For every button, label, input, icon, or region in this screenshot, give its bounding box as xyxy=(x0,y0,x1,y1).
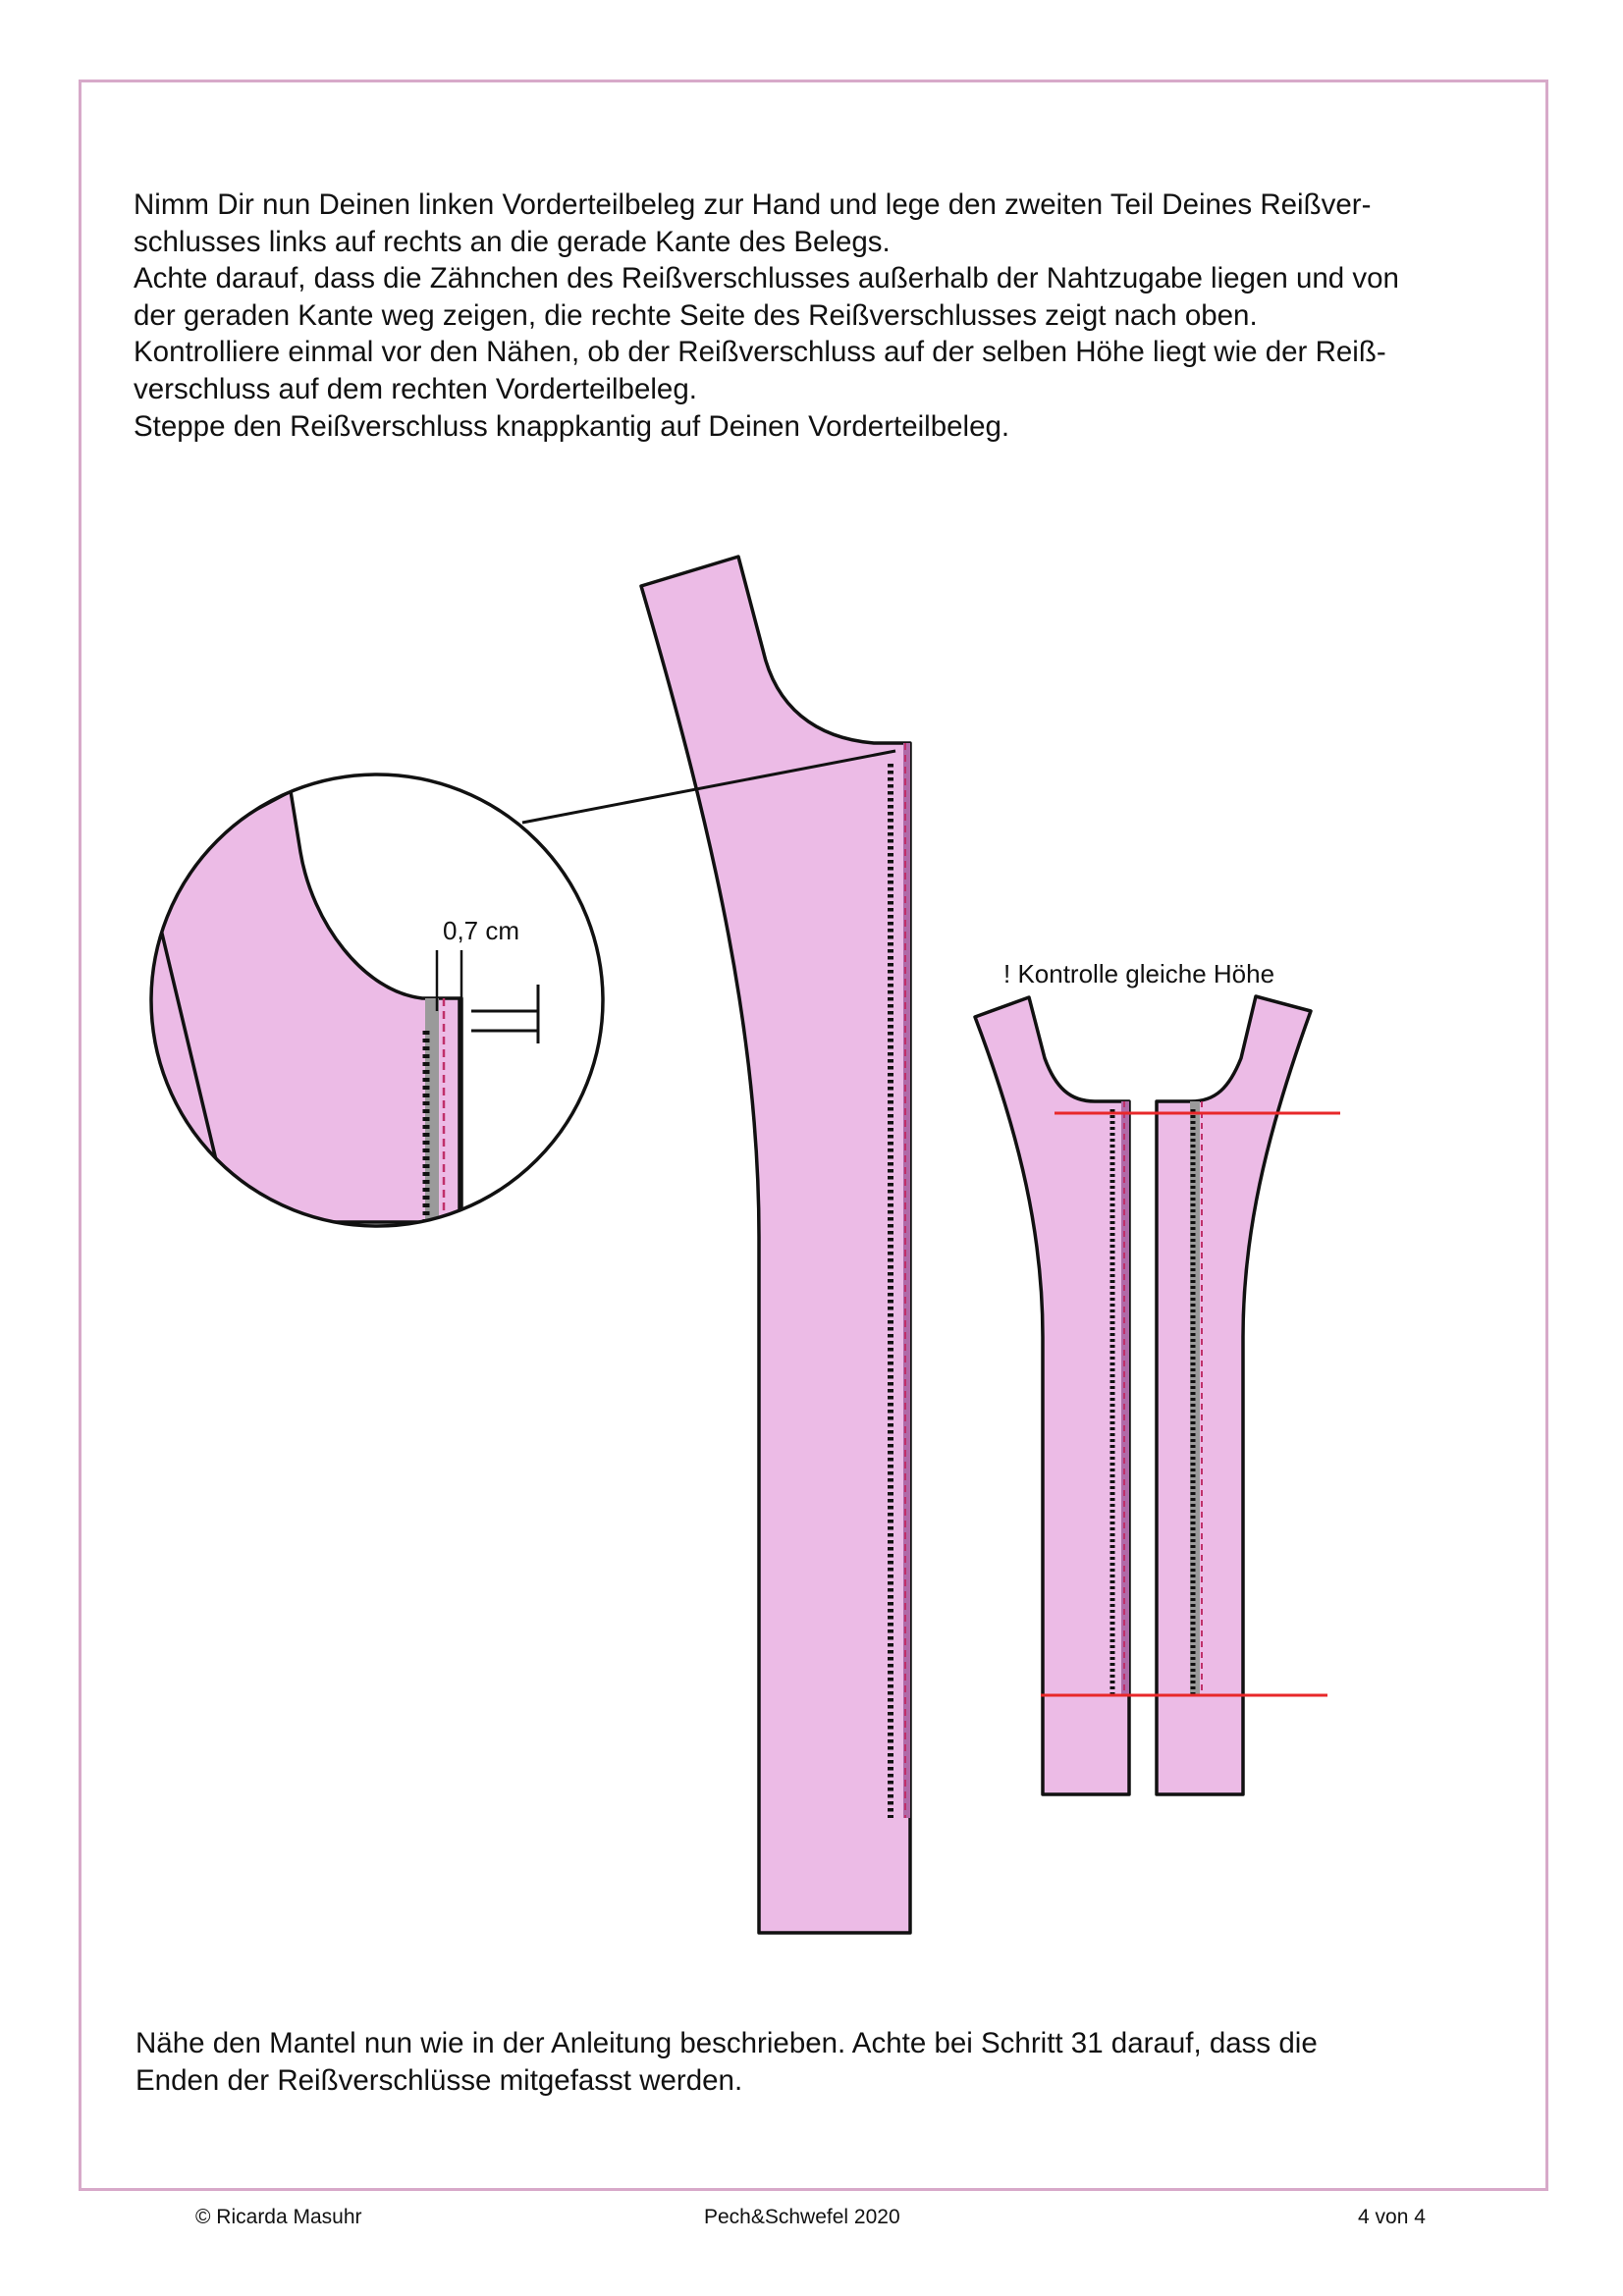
left-small-piece xyxy=(975,997,1129,1794)
footer-brand: Pech&Schwefel 2020 xyxy=(704,2206,900,2228)
right-small-piece xyxy=(1157,996,1311,1794)
closing-line: Enden der Reißverschlüsse mitgefasst werden. xyxy=(135,2063,743,2097)
instruction-line: Nimm Dir nun Deinen linken Vorderteilbeleg zur Hand und lege den zweiten Teil Deines Reißver- xyxy=(134,188,1372,221)
instruction-line: Achte darauf, dass die Zähnchen des Reißverschlusses außerhalb der Nahtzugabe liegen und von xyxy=(134,262,1399,295)
check-label: ! Kontrolle gleiche Höhe xyxy=(1003,959,1275,988)
detail-magnifier xyxy=(118,774,603,1226)
instruction-line: verschluss auf dem rechten Vorderteilbeleg. xyxy=(134,372,697,405)
height-check-pieces xyxy=(975,959,1340,1794)
measurement-label: 0,7 cm xyxy=(443,916,520,945)
instruction-line: schlusses links auf rechts an die gerade Kante des Belegs. xyxy=(134,225,891,258)
front-facing-piece xyxy=(641,557,910,1933)
footer-page-number: 4 von 4 xyxy=(1358,2206,1426,2228)
closing-text xyxy=(135,2025,1490,2099)
closing-line: Nähe den Mantel nun wie in der Anleitung beschrieben. Achte bei Schritt 31 darauf, dass die xyxy=(135,2027,1318,2059)
instruction-line: Kontrolliere einmal vor den Nähen, ob der Reißverschluss auf der selben Höhe liegt wie der Reiß- xyxy=(134,336,1386,369)
instruction-line: Steppe den Reißverschluss knappkantig auf Deinen Vorderteilbeleg. xyxy=(134,409,1010,443)
instruction-line: der geraden Kante weg zeigen, die rechte Seite des Reißverschlusses zeigt nach oben. xyxy=(134,298,1258,332)
footer-copyright: © Ricarda Masuhr xyxy=(195,2206,362,2228)
